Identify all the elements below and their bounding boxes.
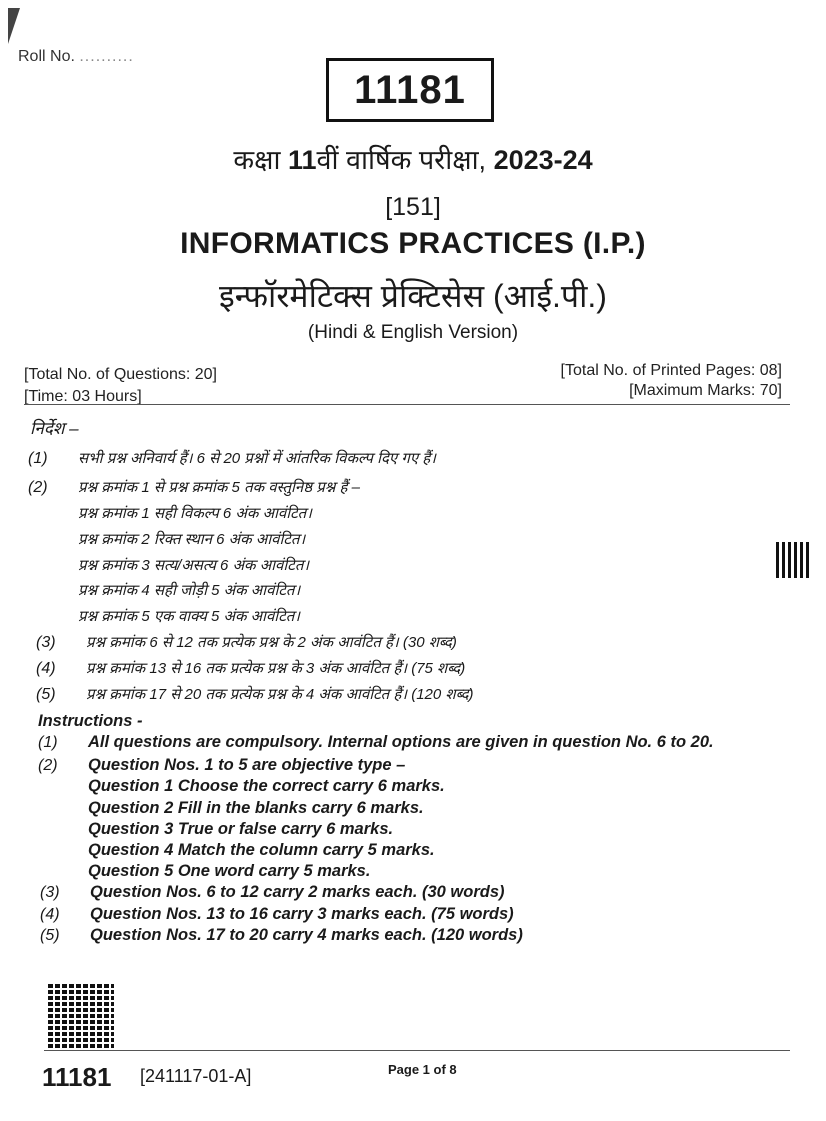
roll-dots: .......... [79,48,134,65]
item-number: (2) [38,757,58,774]
item-text: Question Nos. 1 to 5 are objective type – [88,756,406,774]
item-text: Question 5 One word carry 5 marks. [88,862,371,880]
item-text: Question Nos. 13 to 16 carry 3 marks each. (75 words) [90,905,514,923]
maximum-marks: [Maximum Marks: 70] [629,382,782,399]
english-instruction-line [40,905,514,924]
paper-code: 11181 [354,67,466,112]
qr-code-icon [776,542,812,578]
item-text: Question Nos. 6 to 12 carry 2 marks each. (30 words) [90,883,505,901]
hindi-instruction-line [78,529,305,549]
corner-mark [8,8,20,44]
item-number: (1) [38,734,58,751]
english-instruction-line [88,777,445,796]
item-text: प्रश्न क्रमांक 13 से 16 तक प्रत्येक प्रश्न के 3 अंक आवंटित हैं। (75 शब्द) [86,660,466,677]
english-instructions-heading: Instructions - [38,712,143,730]
subject-code: [151] [385,193,441,221]
item-number: (5) [36,686,56,703]
item-text: प्रश्न क्रमांक 6 से 12 तक प्रत्येक प्रश्न के 2 अंक आवंटित हैं। (30 शब्द) [86,634,457,651]
item-text: Question 3 True or false carry 6 marks. [88,820,394,838]
hindi-instruction-line [36,684,474,704]
english-instruction-line [38,756,405,775]
english-instruction-line [88,862,370,881]
exam-title-mid: वीं वार्षिक परीक्षा, [316,145,494,175]
english-instruction-line [40,926,523,945]
hindi-instruction-line [78,555,309,575]
item-text: प्रश्न क्रमांक 4 सही जोड़ी 5 अंक आवंटित। [78,582,301,599]
item-text: प्रश्न क्रमांक 5 एक वाक्य 5 अंक आवंटित। [78,608,300,625]
item-number: (4) [36,660,56,677]
roll-label: Roll No. [18,48,75,65]
item-text: प्रश्न क्रमांक 1 से प्रश्न क्रमांक 5 तक वस्तुनिष्ठ प्रश्न हैं – [78,479,361,496]
exam-year: 2023-24 [493,145,593,175]
english-instruction-line [88,820,393,839]
hindi-instruction-line [28,448,436,468]
subject-title-english: INFORMATICS PRACTICES (I.P.) [180,227,646,260]
item-number: (3) [36,634,56,651]
hindi-instruction-line [28,477,360,497]
exam-title-hindi [0,140,826,177]
english-instruction-line [88,799,424,818]
item-text: प्रश्न क्रमांक 1 सही विकल्प 6 अंक आवंटित। [78,505,312,522]
roll-number-field [18,48,134,66]
hindi-instruction-line [36,632,457,652]
item-text: प्रश्न क्रमांक 3 सत्य/असत्य 6 अंक आवंटित। [78,557,310,574]
subject-title-hindi: इन्फॉरमेटिक्स प्रेक्टिसेस (आई.पी.) [219,278,607,314]
footer-paper-code: 11181 [42,1062,112,1092]
item-number: (1) [28,450,48,467]
page-number: Page 1 of 8 [388,1062,457,1077]
item-text: Question 1 Choose the correct carry 6 marks. [88,777,445,795]
item-text: Question 2 Fill in the blanks carry 6 marks. [88,799,424,817]
item-number: (4) [40,906,60,923]
english-instruction-line [38,733,714,752]
item-number: (2) [28,479,48,496]
footer-reference: [241117-01-A] [140,1066,252,1086]
hindi-instruction-line [78,580,300,600]
item-text: Question 4 Match the column carry 5 marks. [88,841,435,859]
item-text: Question Nos. 17 to 20 carry 4 marks each. (120 words) [90,926,523,944]
header-divider [24,404,790,405]
item-text: प्रश्न क्रमांक 17 से 20 तक प्रत्येक प्रश्न के 4 अंक आवंटित हैं। (120 शब्द) [86,686,474,703]
footer-divider [44,1050,790,1051]
printed-pages: [Total No. of Printed Pages: 08] [560,362,782,379]
english-instruction-line [40,883,505,902]
version-note: (Hindi & English Version) [307,322,519,343]
item-text: All questions are compulsory. Internal options are given in question No. 6 to 20. [88,733,714,751]
exam-title-prefix: कक्षा [233,145,288,175]
hindi-instruction-line [36,658,465,678]
item-text: प्रश्न क्रमांक 2 रिक्त स्थान 6 अंक आवंटित। [78,531,306,548]
hindi-instruction-line [78,606,300,626]
barcode-icon [48,982,114,1048]
total-questions: [Total No. of Questions: 20] [24,366,217,383]
time-allowed: [Time: 03 Hours] [24,388,142,405]
paper-code-box [326,58,494,122]
item-number: (3) [40,884,60,901]
hindi-instruction-line [78,503,312,523]
exam-class: 11 [287,145,317,175]
english-instruction-line [88,841,435,860]
hindi-instructions-heading: निर्देश – [30,419,79,438]
item-text: सभी प्रश्न अनिवार्य हैं। 6 से 20 प्रश्नों में आंतरिक विकल्प दिए गए हैं। [78,450,436,467]
item-number: (5) [40,927,60,944]
